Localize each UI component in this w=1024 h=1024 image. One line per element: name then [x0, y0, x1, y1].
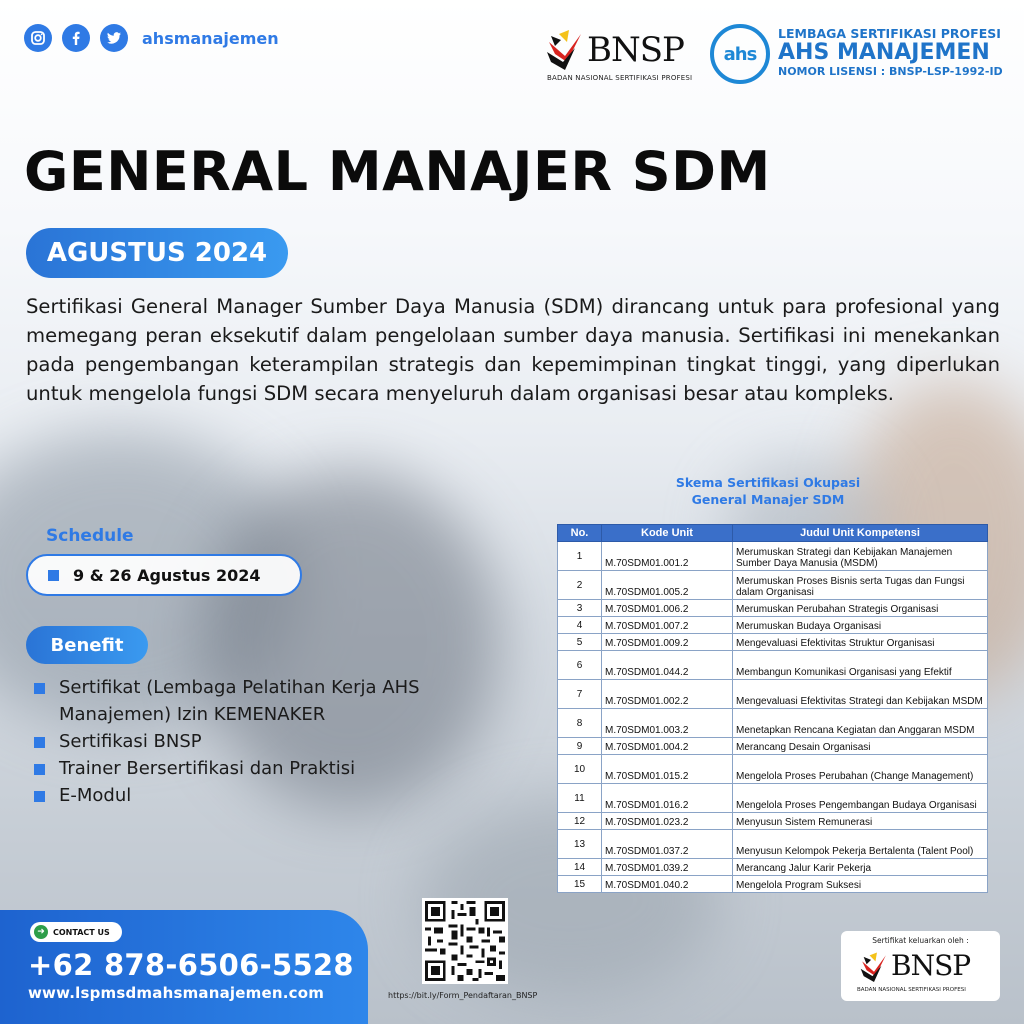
cell-no: 12 — [558, 813, 602, 830]
table-row — [558, 571, 988, 600]
benefit-text: E-Modul — [59, 785, 132, 806]
bullet-square-icon — [34, 737, 45, 748]
facebook-icon[interactable] — [62, 24, 90, 52]
cell-judul: Membangun Komunikasi Organisasi yang Efektif — [733, 651, 988, 680]
table-title — [640, 474, 896, 508]
benefit-text: Sertifikasi BNSP — [59, 731, 202, 752]
table-row — [558, 784, 988, 813]
lsp-name: LEMBAGA SERTIFIKASI PROFESI — [778, 26, 1001, 41]
cell-judul: Mengevaluasi Efektivitas Strategi dan Kebijakan MSDM — [733, 680, 988, 709]
lsp-brand: AHS MANAJEMEN — [778, 40, 990, 65]
table-title-line2: General Manajer SDM — [691, 492, 845, 507]
cell-judul: Mengelola Proses Pengembangan Budaya Organisasi — [733, 784, 988, 813]
table-header-row — [558, 525, 988, 542]
table-row — [558, 859, 988, 876]
cell-no: 5 — [558, 634, 602, 651]
phone-number[interactable]: +62 878-6506-5528 — [28, 948, 354, 982]
issuer-wordmark: BNSP — [891, 949, 971, 982]
cell-kode: M.70SDM01.003.2 — [602, 709, 733, 738]
column-header-kode: Kode Unit — [602, 525, 733, 542]
table-row — [558, 617, 988, 634]
bnsp-emblem-icon — [859, 951, 889, 985]
benefit-list — [34, 674, 434, 809]
cell-kode: M.70SDM01.040.2 — [602, 876, 733, 893]
cell-kode: M.70SDM01.006.2 — [602, 600, 733, 617]
page-title: GENERAL MANAJER SDM — [24, 140, 771, 203]
table-row — [558, 709, 988, 738]
contact-label: CONTACT US — [53, 927, 110, 937]
cell-kode: M.70SDM01.016.2 — [602, 784, 733, 813]
cell-judul: Menetapkan Rencana Kegiatan dan Anggaran MSDM — [733, 709, 988, 738]
schedule-label: Schedule — [46, 526, 134, 546]
instagram-icon[interactable] — [24, 24, 52, 52]
bullet-square-icon — [34, 683, 45, 694]
lsp-license: NOMOR LISENSI : BNSP-LSP-1992-ID — [778, 65, 1003, 78]
cell-kode: M.70SDM01.001.2 — [602, 542, 733, 571]
issuer-label: Sertifikat keluarkan oleh : — [872, 936, 969, 945]
contact-us-badge — [30, 922, 122, 942]
issuer-box — [841, 931, 1000, 1001]
benefit-text: Trainer Bersertifikasi dan Praktisi — [59, 758, 356, 779]
cell-judul: Merancang Desain Organisasi — [733, 738, 988, 755]
cell-no: 11 — [558, 784, 602, 813]
qr-url[interactable]: https://bit.ly/Form_Pendaftaran_BNSP — [388, 991, 538, 1000]
bnsp-subtitle: BADAN NASIONAL SERTIFIKASI PROFESI — [547, 74, 693, 82]
cell-no: 9 — [558, 738, 602, 755]
table-row — [558, 830, 988, 859]
schedule-dates: 9 & 26 Agustus 2024 — [73, 565, 261, 585]
bullet-square-icon — [34, 764, 45, 775]
table-title-line1: Skema Sertifikasi Okupasi — [675, 475, 861, 490]
issuer-subtitle: BADAN NASIONAL SERTIFIKASI PROFESI — [857, 987, 966, 993]
cell-kode: M.70SDM01.039.2 — [602, 859, 733, 876]
cell-judul: Merancang Jalur Karir Pekerja — [733, 859, 988, 876]
cell-judul: Merumuskan Budaya Organisasi — [733, 617, 988, 634]
cell-no: 10 — [558, 755, 602, 784]
cell-no: 2 — [558, 571, 602, 600]
ahs-logo-letters: ahs — [723, 43, 757, 65]
table-row — [558, 813, 988, 830]
cell-no: 7 — [558, 680, 602, 709]
bullet-square-icon — [48, 570, 59, 581]
cell-no: 1 — [558, 542, 602, 571]
cell-judul: Merumuskan Perubahan Strategis Organisasi — [733, 600, 988, 617]
column-header-no: No. — [558, 525, 602, 542]
ahs-logo-icon — [710, 24, 770, 84]
cell-judul: Menyusun Kelompok Pekerja Bertalenta (Talent Pool) — [733, 830, 988, 859]
table-row — [558, 680, 988, 709]
column-header-judul: Judul Unit Kompetensi — [733, 525, 988, 542]
cell-kode: M.70SDM01.009.2 — [602, 634, 733, 651]
benefit-text: Sertifikat (Lembaga Pelatihan Kerja AHS Manajemen) Izin KEMENAKER — [59, 677, 420, 725]
table-row — [558, 738, 988, 755]
month-badge: AGUSTUS 2024 — [26, 228, 288, 278]
table-row — [558, 651, 988, 680]
table-row — [558, 542, 988, 571]
social-links — [24, 24, 279, 52]
arrow-right-icon: ➜ — [34, 925, 48, 939]
cell-judul: Menyusun Sistem Remunerasi — [733, 813, 988, 830]
schedule-box — [26, 554, 302, 596]
social-handle[interactable]: ahsmanajemen — [142, 28, 279, 48]
cell-kode: M.70SDM01.002.2 — [602, 680, 733, 709]
cell-no: 15 — [558, 876, 602, 893]
twitter-icon[interactable] — [100, 24, 128, 52]
table-row — [558, 876, 988, 893]
list-item — [34, 782, 434, 809]
description: Sertifikasi General Manager Sumber Daya Manusia (SDM) dirancang untuk para profesional yang memegang peran eksekutif dalam pengelolaan sumber daya manusia. Sertifikasi ini menekankan pada pengembangan keterampilan strategis dan kepemimpinan tingkat tinggi, yang diperlukan untuk mengelola fungsi SDM secara menyeluruh dalam organisasi besar atau kompleks. — [26, 295, 1000, 405]
lsp-info — [778, 26, 1003, 78]
cell-kode: M.70SDM01.037.2 — [602, 830, 733, 859]
cell-kode: M.70SDM01.015.2 — [602, 755, 733, 784]
cell-kode: M.70SDM01.005.2 — [602, 571, 733, 600]
list-item — [34, 755, 434, 782]
cell-no: 3 — [558, 600, 602, 617]
website-link[interactable]: www.lspmsdmahsmanajemen.com — [28, 984, 325, 1002]
cell-kode: M.70SDM01.007.2 — [602, 617, 733, 634]
table-row — [558, 634, 988, 651]
bnsp-wordmark: BNSP — [587, 30, 684, 70]
benefit-label: Benefit — [26, 626, 148, 664]
cell-kode: M.70SDM01.004.2 — [602, 738, 733, 755]
cell-no: 6 — [558, 651, 602, 680]
table-row — [558, 755, 988, 784]
cell-judul: Mengevaluasi Efektivitas Struktur Organisasi — [733, 634, 988, 651]
bnsp-logo — [545, 26, 705, 86]
list-item — [34, 728, 434, 755]
cell-no: 4 — [558, 617, 602, 634]
qr-code-icon[interactable] — [422, 898, 508, 984]
cell-judul: Mengelola Proses Perubahan (Change Management) — [733, 755, 988, 784]
cell-kode: M.70SDM01.023.2 — [602, 813, 733, 830]
cell-no: 14 — [558, 859, 602, 876]
competency-table — [557, 524, 988, 893]
bullet-square-icon — [34, 791, 45, 802]
cell-judul: Merumuskan Proses Bisnis serta Tugas dan Fungsi dalam Organisasi — [733, 571, 988, 600]
cell-judul: Mengelola Program Suksesi — [733, 876, 988, 893]
cell-judul: Merumuskan Strategi dan Kebijakan Manajemen Sumber Daya Manusia (MSDM) — [733, 542, 988, 571]
list-item — [34, 674, 434, 728]
cell-no: 13 — [558, 830, 602, 859]
table-row — [558, 600, 988, 617]
bnsp-emblem-icon — [545, 28, 585, 74]
cell-kode: M.70SDM01.044.2 — [602, 651, 733, 680]
cell-no: 8 — [558, 709, 602, 738]
